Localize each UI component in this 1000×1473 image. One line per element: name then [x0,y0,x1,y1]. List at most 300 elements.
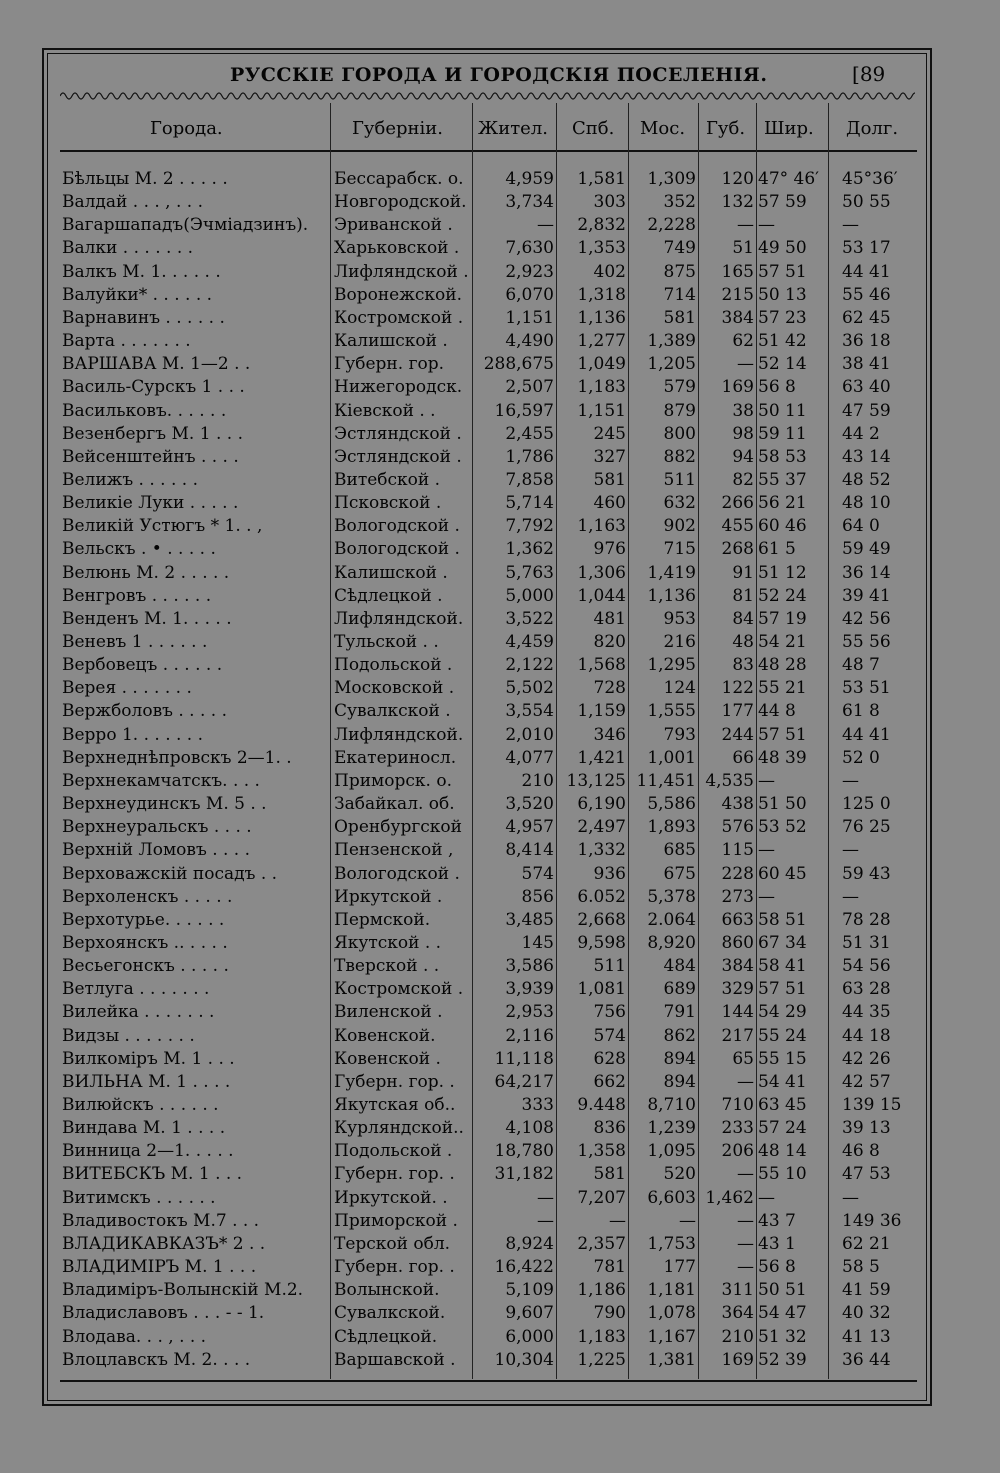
city-name: Верхнеуральскъ . . . . [62,817,252,838]
distance-gub-town: 233 [721,1118,754,1139]
table-row [0,1279,1000,1302]
distance-gub-town: 206 [721,1141,754,1162]
guberniya: Костромской . [334,979,464,1000]
city-name: Вейсенштейнъ . . . . [62,446,239,467]
latitude: 56 8 [758,1257,796,1278]
population: 333 [521,1095,554,1115]
distance-spb: 1,159 [577,701,626,722]
city-name: Верхотурье. . . . . . [62,909,225,930]
population: 16,597 [494,400,554,421]
distance-moscow: 953 [663,608,696,629]
population: 4,490 [505,331,554,352]
latitude: — [758,1187,775,1208]
distance-spb: 2,357 [577,1233,626,1254]
latitude: 55 24 [758,1025,807,1046]
city-name: Венденъ М. 1. . . . . [62,608,232,629]
population: 2,116 [505,1025,554,1046]
distance-moscow: 1,893 [647,817,696,838]
longitude: 48 10 [842,493,891,514]
city-name: Вербовецъ . . . . . . [62,655,223,676]
city-name: Васильковъ. . . . . . [62,400,227,421]
distance-moscow: 714 [663,284,696,305]
table-row [0,1163,1000,1186]
distance-gub-town: 165 [721,261,754,282]
longitude: 45°36′ [842,169,898,189]
distance-gub-town: 122 [721,678,754,699]
distance-moscow: 1,181 [647,1280,696,1301]
distance-spb: 1,353 [577,238,626,259]
latitude: 50 11 [758,400,807,421]
distance-spb: 1,081 [577,979,626,1000]
latitude: 55 21 [758,678,807,699]
table-row [0,1210,1000,1233]
distance-moscow: 791 [663,1002,696,1023]
city-name: Витимскъ . . . . . . [62,1187,216,1208]
page-number-value: 89 [859,62,886,86]
distance-spb: 574 [593,1025,626,1046]
latitude: — [758,770,775,791]
distance-gub-town: 94 [732,446,754,467]
longitude: 78 28 [842,909,891,930]
distance-moscow: 879 [663,400,696,421]
longitude: 36 14 [842,562,891,583]
table-row [0,700,1000,723]
guberniya: Якутской . . [334,932,442,953]
table-row [0,307,1000,330]
table-row [0,168,1000,191]
city-name: ВАРШАВА М. 1—2 . . [62,354,251,375]
guberniya: Сувалкской. [334,1303,446,1324]
population: 8,414 [505,840,554,861]
table-row [0,330,1000,353]
distance-gub-town: 1,462 [705,1187,754,1208]
guberniya: Приморской . [334,1210,458,1231]
city-name: ВЛАДИМІРЪ М. 1 . . . [62,1257,257,1278]
latitude: 48 28 [758,655,807,676]
city-name: Верхній Ломовъ . . . . [62,840,251,861]
latitude: 61 5 [758,539,796,560]
table-row [0,237,1000,260]
longitude: 58 5 [842,1257,880,1278]
table-row [0,978,1000,1001]
longitude: — [842,840,859,861]
table-row [0,1233,1000,1256]
population: 6,070 [505,284,554,305]
table-row [0,955,1000,978]
table-row [0,770,1000,793]
latitude: 50 13 [758,284,807,305]
distance-gub-town: 663 [721,909,754,930]
latitude: 63 45 [758,1095,807,1115]
latitude: 48 14 [758,1141,807,1162]
distance-spb: 836 [593,1118,626,1139]
table-row [0,839,1000,862]
table-row [0,515,1000,538]
longitude: 62 21 [842,1233,891,1254]
guberniya: Калишской . [334,331,448,352]
longitude: 53 17 [842,238,891,259]
distance-moscow: 581 [663,307,696,328]
latitude: 43 7 [758,1210,796,1231]
distance-gub-town: 177 [721,701,754,722]
table-row [0,1001,1000,1024]
distance-moscow: 1,078 [647,1303,696,1324]
longitude: 55 46 [842,284,891,305]
distance-spb: 460 [593,493,626,514]
distance-moscow: 520 [663,1164,696,1185]
distance-gub-town: 273 [721,886,754,907]
distance-moscow: 882 [663,446,696,467]
table-row [0,376,1000,399]
latitude: 53 52 [758,817,807,838]
population: 8,924 [505,1233,554,1254]
distance-spb: 1,332 [577,840,626,861]
col-head-gub: Губерніи. [352,118,443,139]
distance-moscow: 1,555 [647,701,696,722]
guberniya: Вологодской . [334,516,460,537]
distance-gub-town: 268 [721,539,754,560]
city-name: Винница 2—1. . . . . [62,1141,234,1162]
distance-moscow: 1,239 [647,1118,696,1139]
distance-gub-town: 244 [721,724,754,745]
population: 5,763 [505,562,554,583]
distance-spb: 1,183 [577,1326,626,1347]
guberniya: Подольской . [334,1141,453,1162]
distance-gub-town: 455 [721,516,754,537]
city-name: Весьегонскъ . . . . . [62,956,229,977]
latitude: 57 51 [758,261,807,282]
distance-spb: 327 [593,446,626,467]
longitude: 59 49 [842,539,891,560]
table-row [0,1256,1000,1279]
city-name: Варнавинъ . . . . . . [62,307,225,328]
distance-gub-town: 98 [732,423,754,444]
city-name: ВИЛЬНА М. 1 . . . . [62,1071,231,1092]
distance-spb: 346 [593,724,626,745]
table-row [0,816,1000,839]
city-name: Валкъ М. 1. . . . . . [62,261,221,282]
distance-spb: 728 [593,678,626,699]
longitude: 61 8 [842,701,880,722]
col-head-spb: Спб. [572,118,615,139]
latitude: 49 50 [758,238,807,259]
distance-moscow: 715 [663,539,696,560]
distance-gub-town: 228 [721,863,754,884]
population: 2,507 [505,377,554,398]
city-name: Велижъ . . . . . . [62,469,198,490]
distance-moscow: 5,586 [647,794,696,815]
distance-spb: 1,151 [577,400,626,421]
distance-gub-town: 329 [721,979,754,1000]
city-name: Верро 1. . . . . . . [62,724,204,745]
distance-gub-town: 576 [721,817,754,838]
distance-moscow: 862 [663,1025,696,1046]
latitude: 67 34 [758,932,807,953]
longitude: 42 56 [842,608,891,629]
col-head-mos: Мос. [640,118,686,139]
table-row [0,886,1000,909]
distance-moscow: 1,309 [647,169,696,189]
distance-moscow: 1,095 [647,1141,696,1162]
longitude: — [842,886,859,907]
distance-gub-town: 38 [732,400,754,421]
population: 18,780 [494,1141,554,1162]
guberniya: Пермской. [334,909,431,930]
distance-spb: 2,832 [577,215,626,236]
city-name: Вилкоміръ М. 1 . . . [62,1048,235,1069]
running-head: РУССКІЕ ГОРОДА И ГОРОДСКІЯ ПОСЕЛЕНІЯ. [230,64,768,86]
table-row [0,585,1000,608]
longitude: 63 40 [842,377,891,398]
city-name: Ветлуга . . . . . . . [62,979,210,1000]
city-name: Венгровъ . . . . . . [62,585,212,606]
col-head-pop: Жител. [478,118,548,139]
guberniya: Курляндской.. [334,1118,464,1139]
distance-moscow: 5,378 [647,886,696,907]
guberniya: Иркутской . [334,886,443,907]
distance-spb: 1,163 [577,516,626,537]
latitude: — [758,215,775,236]
guberniya: Ковенской. [334,1025,436,1046]
distance-moscow: 793 [663,724,696,745]
distance-moscow: 2,228 [647,215,696,236]
distance-gub-town: 51 [732,238,754,259]
distance-spb: 1,277 [577,331,626,352]
distance-gub-town: 4,535 [705,770,754,791]
latitude: 57 24 [758,1118,807,1139]
distance-spb: 628 [593,1048,626,1069]
guberniya: Волынской. [334,1280,440,1301]
longitude: 50 55 [842,192,891,213]
latitude: 51 50 [758,794,807,815]
table-row [0,747,1000,770]
guberniya: Сѣдлецкой . [334,585,443,606]
latitude: 57 19 [758,608,807,629]
table-row [0,214,1000,237]
city-name: Вилюйскъ . . . . . . [62,1095,219,1115]
table-row [0,1094,1000,1117]
longitude: — [842,215,859,236]
latitude: 51 32 [758,1326,807,1347]
distance-moscow: 675 [663,863,696,884]
distance-moscow: 1,295 [647,655,696,676]
longitude: 54 56 [842,956,891,977]
population: 2,455 [505,423,554,444]
distance-spb: 6,190 [577,794,626,815]
longitude: 149 36 [842,1210,902,1231]
city-name: Валдай . . . , . . . [62,192,204,213]
distance-spb: 1,318 [577,284,626,305]
distance-moscow: 352 [663,192,696,213]
distance-spb: 1,568 [577,655,626,676]
latitude: 54 41 [758,1071,807,1092]
longitude: 36 44 [842,1349,891,1370]
population: 5,714 [505,493,554,514]
guberniya: Лифляндской . [334,261,469,282]
distance-gub-town: 82 [732,469,754,490]
guberniya: Харьковской . [334,238,460,259]
longitude: 39 13 [842,1118,891,1139]
guberniya: Сѣдлецкой. [334,1326,438,1347]
longitude: 47 59 [842,400,891,421]
latitude: 54 29 [758,1002,807,1023]
distance-spb: 1,225 [577,1349,626,1370]
longitude: 48 52 [842,469,891,490]
distance-spb: 1,306 [577,562,626,583]
distance-gub-town: 860 [721,932,754,953]
guberniya: Нижегородск. [334,377,463,398]
latitude: 60 45 [758,863,807,884]
distance-gub-town: 62 [732,331,754,352]
population: 10,304 [494,1349,554,1370]
guberniya: Эриванской . [334,215,453,236]
longitude: 48 7 [842,655,880,676]
distance-spb: 1,581 [577,169,626,189]
longitude: 55 56 [842,632,891,652]
city-name: Великіе Луки . . . . . [62,493,239,514]
population: 5,502 [505,678,554,699]
distance-moscow: 685 [663,840,696,861]
distance-spb: 581 [593,1164,626,1185]
table-row [0,1140,1000,1163]
population: 7,792 [505,516,554,537]
population: 210 [521,770,554,791]
longitude: 51 31 [842,932,891,953]
distance-moscow: 800 [663,423,696,444]
distance-gub-town: 217 [721,1025,754,1046]
guberniya: Лифляндской. [334,724,464,745]
longitude: 62 45 [842,307,891,328]
table-row [0,1048,1000,1071]
guberniya: Губерн. гор. . [334,1164,455,1185]
guberniya: Сувалкской . [334,701,451,722]
guberniya: Виленской . [334,1002,443,1023]
table-row [0,1025,1000,1048]
city-name: Верховажскій посадъ . . [62,863,278,884]
distance-gub-town: — [737,1233,754,1254]
table-row [0,284,1000,307]
distance-gub-town: 66 [732,747,754,768]
longitude: 39 41 [842,585,891,606]
guberniya: Тверской . . [334,956,440,977]
population: 856 [521,886,554,907]
latitude: 59 11 [758,423,807,444]
distance-gub-town: 120 [721,169,754,189]
latitude: 58 53 [758,446,807,467]
table-row [0,654,1000,677]
distance-moscow: 689 [663,979,696,1000]
col-head-lon: Долг. [846,118,899,139]
longitude: 41 13 [842,1326,891,1347]
distance-moscow: 875 [663,261,696,282]
table-row [0,932,1000,955]
distance-gub-town: — [737,1257,754,1278]
longitude: 44 41 [842,724,891,745]
distance-spb: 1,421 [577,747,626,768]
guberniya: Воронежской. [334,284,462,305]
distance-gub-town: — [737,1071,754,1092]
latitude: 47° 46′ [758,169,820,189]
longitude: 53 51 [842,678,891,699]
distance-moscow: 1,381 [647,1349,696,1370]
distance-spb: 1,183 [577,377,626,398]
table-row [0,562,1000,585]
distance-moscow: 124 [663,678,696,699]
population: 2,010 [505,724,554,745]
city-name: Великій Устюгъ * 1. . , [62,516,263,537]
distance-moscow: 894 [663,1071,696,1092]
guberniya: Кіевской . . [334,400,436,421]
table-row [0,909,1000,932]
guberniya: Бессарабск. о. [334,169,464,189]
guberniya: Калишской . [334,562,448,583]
city-name: Валуйки* . . . . . . [62,284,213,305]
table-row [0,1071,1000,1094]
distance-spb: 790 [593,1303,626,1324]
population: 3,522 [505,608,554,629]
latitude: 57 59 [758,192,807,213]
distance-moscow: 1,389 [647,331,696,352]
distance-gub-town: 83 [732,655,754,676]
city-name: Видзы . . . . . . . [62,1025,195,1046]
table-row [0,261,1000,284]
city-name: Верхоленскъ . . . . . [62,886,233,907]
city-name: Варта . . . . . . . [62,331,191,352]
longitude: 46 8 [842,1141,880,1162]
latitude: 44 8 [758,701,796,722]
distance-moscow: 2.064 [647,909,696,930]
table-row [0,677,1000,700]
distance-moscow: 1,136 [647,585,696,606]
city-name: Вагаршападъ(Эчміадзинъ). [62,215,309,236]
latitude: 52 24 [758,585,807,606]
longitude: 52 0 [842,747,880,768]
longitude: 42 57 [842,1071,891,1092]
header-rule [60,150,917,152]
city-name: Владиміръ-Волынскій М.2. [62,1280,304,1301]
table-row [0,1187,1000,1210]
distance-spb: 303 [593,192,626,213]
distance-gub-town: 84 [732,608,754,629]
population: 4,957 [505,817,554,838]
distance-spb: 1,358 [577,1141,626,1162]
longitude: 44 41 [842,261,891,282]
longitude: 36 18 [842,331,891,352]
distance-spb: 781 [593,1257,626,1278]
population: 3,734 [505,192,554,213]
latitude: 52 14 [758,354,807,375]
distance-spb: 1,136 [577,307,626,328]
city-name: Верхнекамчатскъ. . . . [62,770,260,791]
table-row [0,538,1000,561]
distance-gub-town: 169 [721,377,754,398]
distance-spb: 245 [593,423,626,444]
latitude: 57 23 [758,307,807,328]
latitude: 50 51 [758,1280,807,1301]
city-name: ВИТЕБСКЪ М. 1 . . . [62,1164,243,1185]
city-name: Вилейка . . . . . . . [62,1002,215,1023]
distance-spb: — [609,1210,626,1231]
distance-spb: 976 [593,539,626,560]
guberniya: Губерн. гор. . [334,1257,455,1278]
guberniya: Московской . [334,678,455,699]
distance-moscow: 11,451 [636,770,696,791]
distance-gub-town: 266 [721,493,754,514]
distance-moscow: 749 [663,238,696,259]
population: 5,109 [505,1280,554,1301]
latitude: 55 10 [758,1164,807,1185]
distance-moscow: 632 [663,493,696,514]
